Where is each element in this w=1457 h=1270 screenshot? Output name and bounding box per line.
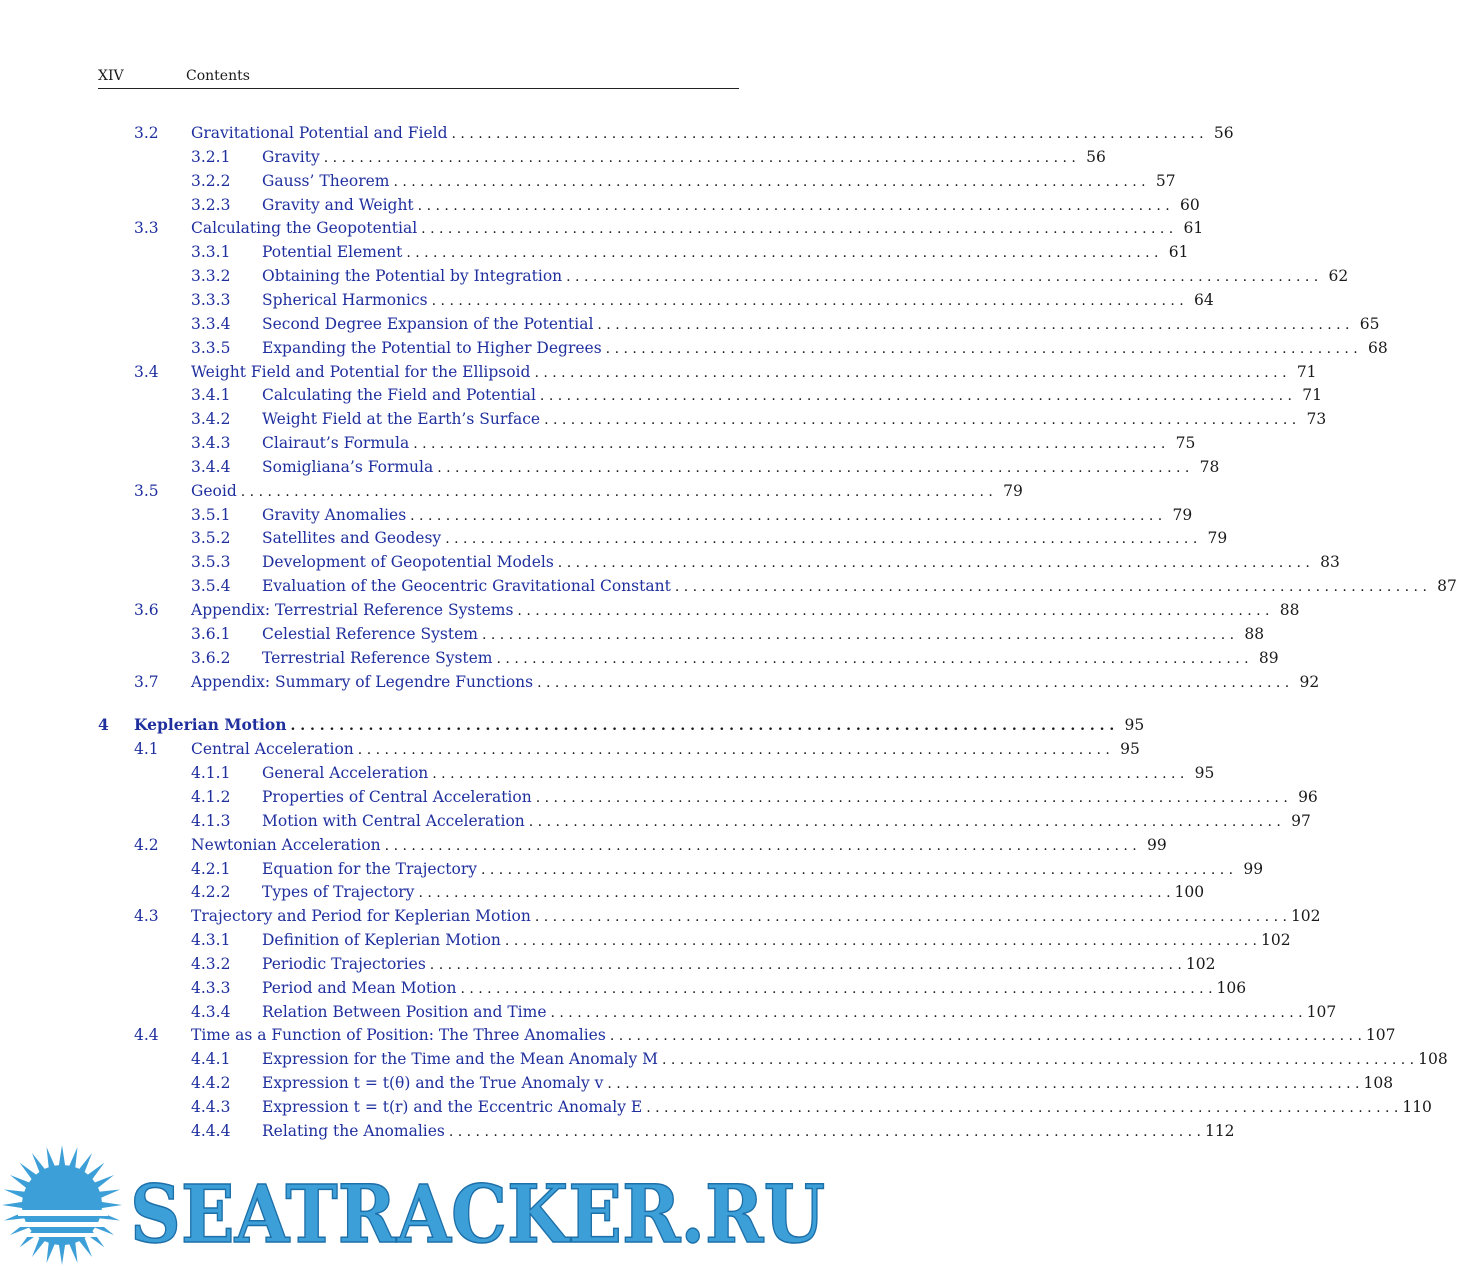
toc-entry-page: 89	[1258, 648, 1279, 667]
toc-entry-4-4-4[interactable]	[191, 1120, 1235, 1142]
leader-dots	[413, 433, 1165, 455]
toc-entry-number: 3.6.2	[191, 648, 231, 667]
toc-entry-number: 3.3.3	[191, 290, 231, 309]
toc-entry-number: 4.2.2	[191, 883, 231, 902]
toc-entry-number: 3.5.1	[191, 505, 231, 524]
toc-entry-number: 4.4.2	[191, 1074, 231, 1093]
toc-entry-3-4-3[interactable]	[191, 432, 1196, 454]
toc-entry-page: 83	[1320, 553, 1340, 572]
toc-entry-page: 112	[1204, 1121, 1235, 1140]
toc-entry-page: 92	[1299, 672, 1320, 691]
toc-entry-page: 64	[1194, 290, 1214, 309]
leader-dots	[385, 835, 1137, 857]
toc-entry-title[interactable]: Central Acceleration	[191, 740, 354, 759]
toc-entry-number: 4.3.4	[191, 1002, 231, 1021]
sun-ray	[59, 1145, 66, 1167]
toc-entry-3-3[interactable]	[134, 217, 1204, 239]
toc-entry-3-6-1[interactable]	[191, 623, 1265, 645]
toc-entry-page: 61	[1168, 243, 1189, 262]
toc-entry-title[interactable]: Relation Between Position and Time	[262, 1002, 547, 1021]
toc-entry-title[interactable]: Equation for the Trajectory	[262, 859, 477, 878]
toc-entry-title[interactable]: Calculating the Field and Potential	[262, 386, 536, 405]
toc-entry-title[interactable]: Celestial Reference System	[262, 624, 478, 643]
toc-entry-4-3-2[interactable]	[191, 953, 1216, 975]
toc-entry-3-4[interactable]	[134, 361, 1317, 383]
toc-entry-3-3-2[interactable]	[191, 265, 1349, 287]
toc-entry-page: 60	[1180, 195, 1200, 214]
toc-entry-4-1-1[interactable]	[191, 762, 1215, 784]
toc-entry-title[interactable]: Clairaut’s Formula	[262, 434, 410, 453]
toc-entry-number: 3.4.2	[191, 410, 231, 429]
toc-entry-page: 88	[1244, 624, 1265, 643]
toc-entry-page: 108	[1418, 1050, 1448, 1069]
toc-entry-title[interactable]: Expression for the Time and the Mean Anomaly M	[262, 1050, 659, 1069]
toc-entry-title[interactable]: Spherical Harmonics	[262, 290, 428, 309]
leader-dots	[537, 672, 1289, 694]
toc-entry-4-1-3[interactable]	[191, 810, 1311, 832]
toc-entry-title[interactable]: Gravity and Weight	[262, 195, 414, 214]
leader-dots	[406, 242, 1158, 264]
leader-dots	[291, 715, 1115, 737]
toc-entry-number: 3.3	[134, 219, 159, 238]
toc-entry-title[interactable]: Keplerian Motion	[134, 715, 287, 735]
toc-entry-title[interactable]: Evaluation of the Geocentric Gravitational Constant	[262, 577, 671, 596]
leader-dots	[540, 385, 1292, 407]
toc-entry-number: 4.4	[134, 1026, 159, 1045]
toc-entry-page: 95	[1124, 716, 1145, 735]
toc-entry-page: 56	[1213, 124, 1234, 142]
toc-entry-page: 61	[1183, 219, 1204, 238]
toc-entry-3-3-5[interactable]	[191, 337, 1388, 359]
leader-dots	[610, 1025, 1362, 1047]
leader-dots	[358, 739, 1110, 761]
toc-entry-page: 99	[1243, 859, 1264, 878]
toc-entry-3-4-2[interactable]	[191, 408, 1327, 430]
running-title: Contents	[186, 68, 250, 84]
toc-entry-title[interactable]: Expanding the Potential to Higher Degrees	[262, 338, 602, 357]
toc-entry-number: 4.4.3	[191, 1098, 231, 1116]
toc-entry-4-4-2[interactable]	[191, 1072, 1394, 1094]
leader-dots	[445, 528, 1197, 550]
toc-entry-page: 56	[1086, 147, 1106, 166]
toc-entry-title[interactable]: Geoid	[191, 481, 237, 500]
toc-entry-number: 3.5.2	[191, 529, 231, 548]
leader-dots	[662, 1049, 1414, 1071]
toc-entry-title[interactable]: Gravity Anomalies	[262, 505, 407, 524]
toc-entry-page: 102	[1185, 954, 1216, 973]
leader-dots	[597, 314, 1349, 336]
toc-entry-number: 3.6.1	[191, 624, 231, 643]
toc-entry-number: 3.3.4	[191, 314, 231, 333]
toc-entry-4-3-4[interactable]	[191, 1001, 1337, 1023]
toc-entry-title[interactable]: Gauss’ Theorem	[262, 171, 390, 190]
toc-entry-title[interactable]: Gravitational Potential and Field	[191, 124, 448, 142]
toc-entry-page: 95	[1120, 740, 1140, 759]
toc-entry-page: 65	[1359, 314, 1380, 333]
toc-entry-page: 57	[1155, 171, 1176, 190]
toc-entry-title[interactable]: Newtonian Acceleration	[191, 835, 381, 854]
leader-dots	[452, 123, 1204, 145]
leader-dots	[432, 290, 1184, 312]
toc-entry-3-4-1[interactable]	[191, 384, 1323, 406]
toc-entry-3-2-2[interactable]	[191, 170, 1176, 192]
toc-entry-title[interactable]: Somigliana’s Formula	[262, 457, 434, 476]
toc-entry-page: 62	[1328, 267, 1349, 286]
toc-entry-page: 79	[1172, 505, 1193, 524]
page-number: XIV	[98, 68, 124, 84]
toc-entry-title[interactable]: Period and Mean Motion	[262, 978, 457, 997]
toc-entry-page: 102	[1290, 907, 1321, 926]
leader-dots	[534, 362, 1286, 384]
toc-entry-title[interactable]: Time as a Function of Position: The Three Anomalies	[191, 1026, 606, 1045]
toc-entry-title[interactable]: Trajectory and Period for Keplerian Motion	[191, 907, 531, 926]
toc-entry-number: 3.6	[134, 601, 159, 619]
toc-entry-3-5-1[interactable]	[191, 504, 1193, 526]
toc-entry-page: 95	[1194, 764, 1215, 783]
toc-entry-4-3-3[interactable]	[191, 977, 1247, 999]
toc-entry-page: 96	[1298, 787, 1318, 806]
toc-entry-number: 4.1	[134, 740, 159, 759]
toc-entry-title[interactable]: Calculating the Geopotential	[191, 219, 418, 238]
toc-entry-3-5-2[interactable]	[191, 527, 1228, 549]
toc-entry-number: 4.3.3	[191, 978, 231, 997]
toc-entry-number: 4.4.4	[191, 1121, 231, 1140]
toc-entry-3-5-3[interactable]	[191, 551, 1340, 573]
toc-entry-title[interactable]: Periodic Trajectories	[262, 954, 426, 973]
toc-entry-number: 4.2.1	[191, 859, 231, 878]
leader-dots	[535, 906, 1287, 928]
toc-entry-number: 4.1.2	[191, 787, 231, 806]
leader-dots	[481, 859, 1233, 881]
toc-entry-page: 110	[1402, 1098, 1432, 1116]
toc-entry-page: 106	[1216, 978, 1247, 997]
watermark	[0, 1140, 835, 1270]
toc-entry-number: 3.5.4	[191, 577, 231, 596]
leader-dots	[324, 147, 1076, 169]
toc-entry-number: 4.3.2	[191, 954, 231, 973]
toc-entry-4-3-1[interactable]	[191, 929, 1291, 951]
toc-entry-title[interactable]: Weight Field at the Earth’s Surface	[262, 410, 541, 429]
toc-entry-number: 4.4.1	[191, 1050, 231, 1069]
toc-entry-number: 3.4.3	[191, 434, 231, 453]
toc-entry-number: 3.2	[134, 124, 159, 142]
toc-entry-title[interactable]: Properties of Central Acceleration	[262, 787, 532, 806]
toc-entry-page: 78	[1199, 457, 1220, 476]
leader-dots	[241, 481, 993, 503]
toc-entry-title[interactable]: Expression t = t(r) and the Eccentric Anomaly E	[262, 1098, 643, 1116]
sun-ray	[100, 1202, 122, 1209]
leader-dots	[606, 338, 1358, 360]
toc-entry-title[interactable]: Satellites and Geodesy	[262, 529, 442, 548]
toc-entry-page: 71	[1296, 362, 1317, 381]
leader-dots	[551, 1002, 1303, 1024]
toc-entry-number: 4	[98, 715, 109, 735]
leader-dots	[418, 882, 1170, 904]
toc-entry-title[interactable]: Definition of Keplerian Motion	[262, 931, 501, 950]
toc-entry-4-4-1[interactable]	[191, 1048, 1448, 1070]
toc-entry-page: 100	[1174, 883, 1205, 902]
toc-entry-3-3-4[interactable]	[191, 313, 1380, 335]
toc-entry-number: 3.3.1	[191, 243, 231, 262]
toc-entry-3-2-3[interactable]	[191, 194, 1200, 216]
leader-dots	[432, 763, 1184, 785]
leader-dots	[558, 552, 1310, 574]
toc-entry-page: 79	[1207, 529, 1228, 548]
toc-entry-title[interactable]: Appendix: Summary of Legendre Functions	[191, 672, 534, 691]
leader-dots	[544, 409, 1296, 431]
leader-dots	[517, 600, 1269, 622]
toc-entry-title[interactable]: Development of Geopotential Models	[262, 553, 554, 572]
toc-entry-3-2[interactable]	[134, 122, 1234, 144]
leader-dots	[675, 576, 1427, 598]
leader-dots	[536, 787, 1288, 809]
toc-entry-number: 3.4	[134, 362, 159, 381]
toc-entry-number: 3.2.3	[191, 195, 231, 214]
toc-entry-page: 97	[1291, 811, 1311, 830]
toc-entry-page: 107	[1306, 1002, 1337, 1021]
toc-entry-number: 3.7	[134, 672, 159, 691]
leader-dots	[497, 648, 1249, 670]
toc-entry-page: 108	[1363, 1074, 1394, 1093]
toc-entry-page: 87	[1437, 577, 1457, 596]
toc-entry-4-4-3[interactable]	[191, 1096, 1432, 1118]
toc-entry-number: 4.1.1	[191, 764, 231, 783]
leader-dots	[421, 218, 1173, 240]
leader-dots	[430, 954, 1182, 976]
toc-entry-4-2-1[interactable]	[191, 858, 1264, 880]
leader-dots	[646, 1097, 1398, 1119]
toc-entry-number: 3.5	[134, 481, 159, 500]
toc-entry-4-3[interactable]	[134, 905, 1321, 927]
sun-ray	[59, 1243, 66, 1265]
toc-entry-3-6-2[interactable]	[191, 647, 1279, 669]
toc-entry-title[interactable]: Weight Field and Potential for the Ellipsoid	[191, 362, 531, 381]
leader-dots	[482, 624, 1234, 646]
toc-entry-4-1-2[interactable]	[191, 786, 1318, 808]
toc-entry-title[interactable]: Second Degree Expansion of the Potential	[262, 314, 594, 333]
toc-entry-4-4[interactable]	[134, 1024, 1396, 1046]
toc-entry-title[interactable]: General Acceleration	[262, 764, 429, 783]
toc-entry-title[interactable]: Relating the Anomalies	[262, 1121, 445, 1140]
toc-entry-4-2[interactable]	[134, 834, 1167, 856]
toc-entry-page: 102	[1261, 931, 1291, 950]
toc-entry-4-1[interactable]	[134, 738, 1140, 760]
toc-entry-3-3-3[interactable]	[191, 289, 1214, 311]
toc-entry-3-6[interactable]	[134, 599, 1300, 621]
leader-dots	[529, 811, 1281, 833]
toc-entry-number: 4.3.1	[191, 931, 231, 950]
toc-entry-4[interactable]	[98, 714, 1145, 736]
toc-entry-title[interactable]: Motion with Central Acceleration	[262, 811, 525, 830]
toc-entry-title[interactable]: Appendix: Terrestrial Reference Systems	[191, 601, 514, 619]
toc-entry-title[interactable]: Gravity	[262, 147, 320, 166]
toc-entry-number: 4.1.3	[191, 811, 231, 830]
toc-entry-title[interactable]: Expression t = t(θ) and the True Anomaly v	[262, 1074, 604, 1093]
toc-entry-page: 107	[1365, 1026, 1396, 1045]
toc-entry-title[interactable]: Potential Element	[262, 243, 403, 262]
watermark-text: SEATRACKER.RU	[130, 1167, 825, 1261]
toc-entry-page: 88	[1279, 601, 1300, 619]
toc-entry-page: 68	[1368, 338, 1388, 357]
leader-dots	[460, 978, 1212, 1000]
toc-entry-number: 3.3.2	[191, 267, 231, 286]
sun-ray	[2, 1202, 24, 1209]
toc-entry-3-7[interactable]	[134, 671, 1320, 693]
toc-entry-3-3-1[interactable]	[191, 241, 1189, 263]
toc-entry-title[interactable]: Types of Trajectory	[262, 883, 415, 902]
toc-entry-3-5-4[interactable]	[191, 575, 1457, 597]
toc-entry-page: 75	[1175, 434, 1196, 453]
toc-entry-number: 3.3.5	[191, 338, 231, 357]
toc-entry-number: 4.3	[134, 907, 159, 926]
leader-dots	[393, 171, 1145, 193]
toc-entry-page: 73	[1306, 410, 1327, 429]
leader-dots	[566, 266, 1318, 288]
toc-entry-title[interactable]: Terrestrial Reference System	[262, 648, 493, 667]
toc-entry-number: 3.5.3	[191, 553, 231, 572]
toc-entry-number: 3.4.4	[191, 457, 231, 476]
toc-entry-3-2-1[interactable]	[191, 146, 1106, 168]
toc-entry-3-5[interactable]	[134, 480, 1023, 502]
toc-entry-number: 3.2.1	[191, 147, 231, 166]
leader-dots	[418, 195, 1170, 217]
toc-entry-page: 71	[1302, 386, 1323, 405]
leader-dots	[607, 1073, 1359, 1095]
toc-entry-3-4-4[interactable]	[191, 456, 1220, 478]
sun-logo-icon	[2, 1145, 122, 1265]
leader-dots	[505, 930, 1257, 952]
toc-entry-4-2-2[interactable]	[191, 881, 1205, 903]
toc-entry-page: 79	[1003, 481, 1023, 500]
toc-entry-number: 3.2.2	[191, 171, 231, 190]
toc-entry-number: 3.4.1	[191, 386, 231, 405]
toc-entry-page: 99	[1147, 835, 1167, 854]
leader-dots	[410, 505, 1162, 527]
toc-entry-number: 4.2	[134, 835, 159, 854]
toc-entry-title[interactable]: Obtaining the Potential by Integration	[262, 267, 563, 286]
leader-dots	[437, 457, 1189, 479]
running-header	[98, 68, 739, 89]
